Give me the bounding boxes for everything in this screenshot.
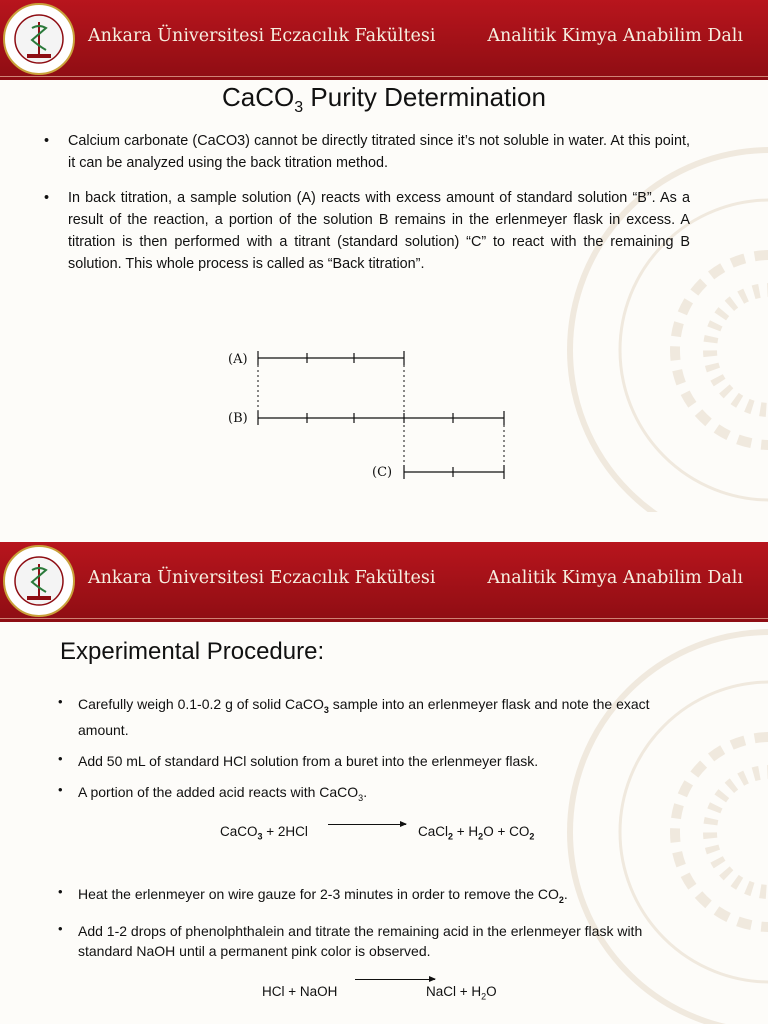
step-acid-reacts: • A portion of the added acid reacts with CaCO$_3$. [58,781,368,803]
header-bar [0,542,768,622]
header-divider [0,76,768,77]
equation-1-left: CaCO$_3$ + 2HCl [220,824,308,842]
intro-bullets [44,130,690,275]
bullet-marker: • [58,884,63,899]
slide-title: CaCO$_3$ Purity Determination [222,82,546,117]
bullet-marker: • [58,781,63,797]
label-a: (A) [228,352,248,367]
department-name: Analitik Kimya Anabilim Dalı [487,26,743,46]
reaction-arrow [328,824,406,825]
step-weigh-sample: • Carefully weigh 0.1-0.2 g of solid CaCO$_3$ sample into an erlenmeyer flask and note the exact amount. [58,694,650,738]
department-name: Analitik Kimya Anabilim Dalı [487,568,743,588]
procedure-bullets [58,694,698,819]
procedure-bullets-2 [58,884,698,972]
bullet-marker: • [44,133,50,149]
equation-2-right: NaCl + $H_2O$ [426,984,497,1002]
bullet-marker: • [44,190,50,206]
label-b: (B) [228,411,248,426]
label-c: (C) [372,465,393,480]
step-add-hcl: • Add 50 mL of standard HCl solution from a buret into the erlenmeyer flask. [58,750,539,769]
back-titration-diagram [220,340,520,490]
faculty-name: Ankara Üniversitesi Eczacılık Fakültesi [88,26,436,46]
section-title: Experimental Procedure: [60,638,325,665]
bullet-marker: • [58,750,63,766]
step-titrate-naoh: • Add 1-2 drops of phenolphthalein and titrate the remaining acid in the erlenmeyer flask with standard NaOH until a permanent pink color is observed. [58,920,643,959]
reaction-arrow-2 [355,979,435,980]
header-divider [0,618,768,619]
bullet-back-titration: • In back titration, a sample solution (A) reacts with excess amount of standard solution “B”. As a result of the reaction, a portion of the solution B remains in the erlenmeyer flask in excess. A titration is then performed with a titrant (standard solution) “C” to react with the remaining B solution. This whole process is called as “Back titration”. [44,187,690,275]
equation-2-left: HCl + NaOH [262,984,338,999]
header-bar [0,0,768,80]
step-heat: • Heat the erlenmeyer on wire gauze for 2-3 minutes in order to remove the $CO_2$. [58,884,568,905]
university-seal-icon [2,544,76,618]
equation-1-right: CaCl$_2$ + $H_2O + CO_2$ [418,824,535,842]
university-seal-icon [2,2,76,76]
faculty-name: Ankara Üniversitesi Eczacılık Fakültesi [88,568,436,588]
bullet-marker: • [58,694,63,709]
bullet-marker: • [58,920,63,936]
bullet-calcium-carbonate: • Calcium carbonate (CaCO3) cannot be directly titrated since it’s not soluble in water. At this point, it can be analyzed using the back titration method. [44,130,690,174]
slide-2 [0,512,768,1024]
